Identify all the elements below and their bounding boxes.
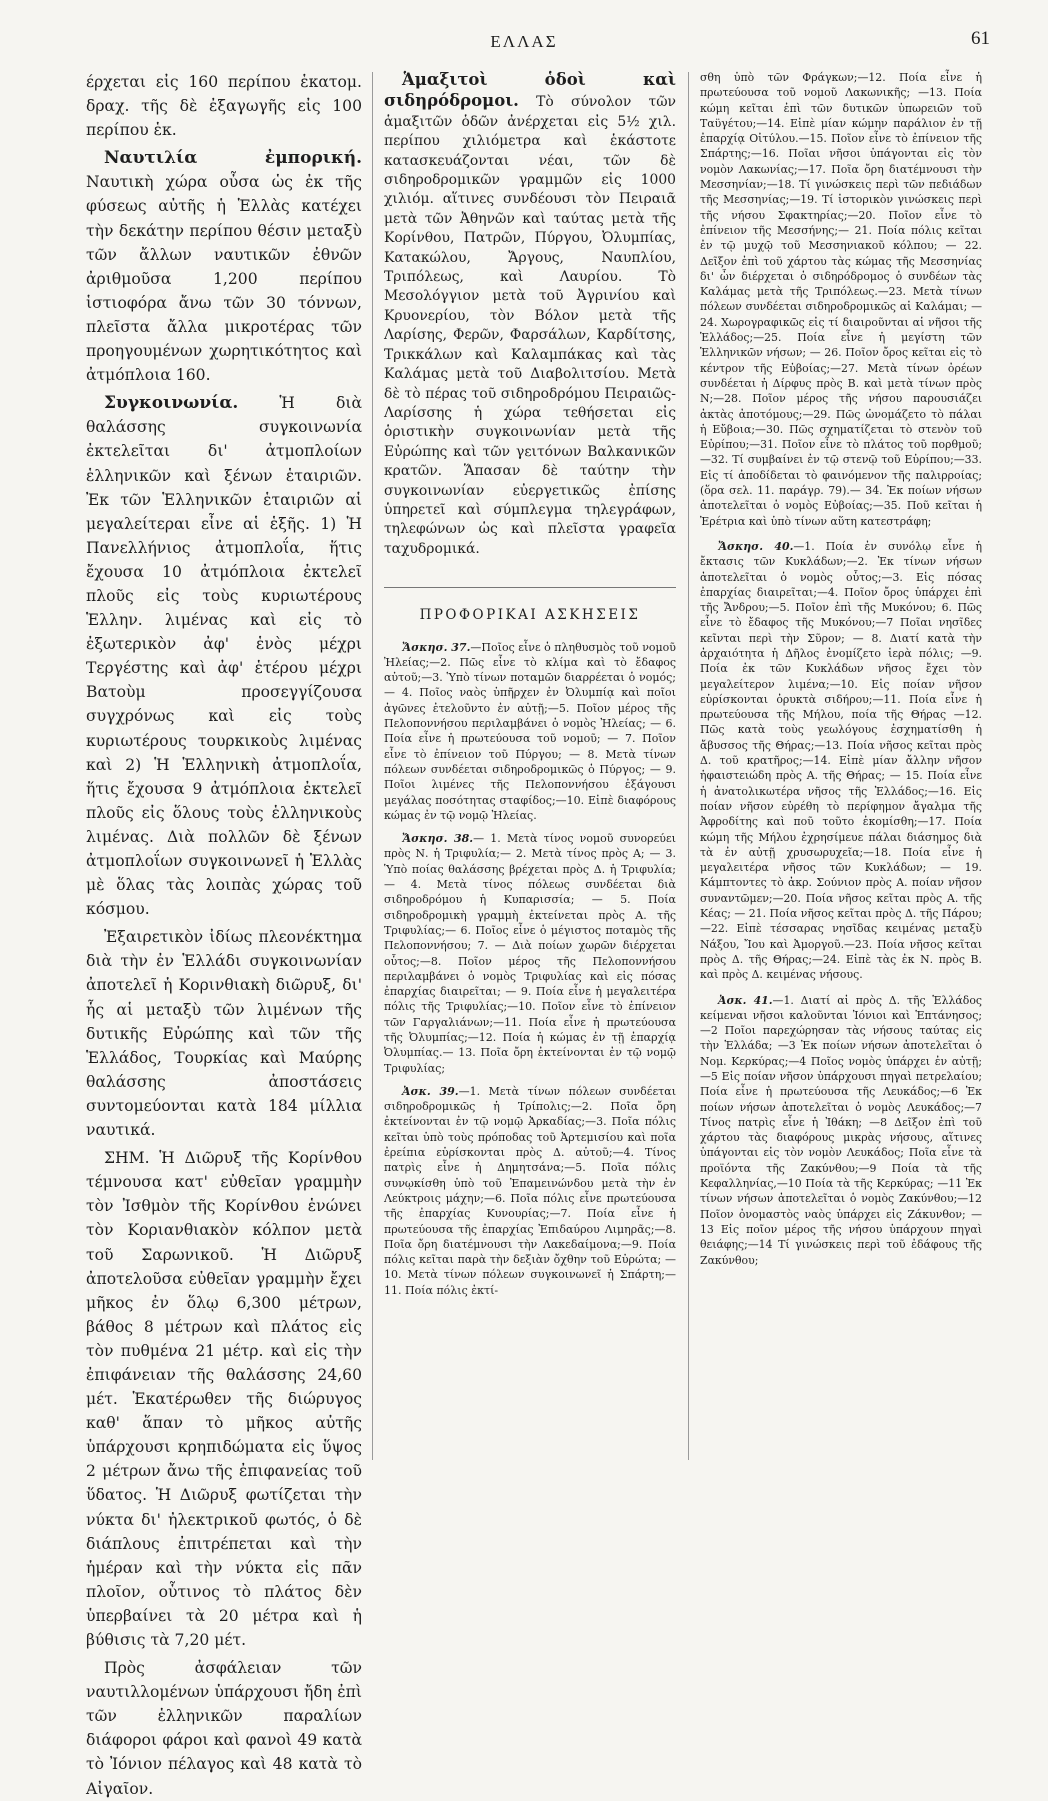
text-communication: Ἡ διὰ θαλάσσης συγκοινωνία ἐκτελεῖται δι' ἀτμοπλοίων ἑλληνικῶν καὶ ξένων ἑταιριῶν. Ἐκ τῶν Ἑλληνικῶν ἑταιριῶν αἱ μεγαλείτεραι εἶνε αἱ ἑξῆς. 1) Ἡ Πανελλήνιος ἀτμοπλοΐα, ἥτις ἔχουσα 10 ἀτμόπλοια ἐκτελεῖ πλοῦς εἰς τοὺς κυριωτέρους Ἑλλην. λιμένας καὶ εἰς τὸ ἐξωτερικὸν ἀφ' ἑνὸς μέχρι Τεργέστης καὶ ἀφ' ἑτέρου μέχρι Βατοὺμ προσεγγίζουσα συγχρόνως καὶ εἰς τοὺς κυριωτέρους τουρκικοὺς λιμένας καὶ 2) Ἡ Ἑλληνικὴ ἀτμοπλοΐα, ἥτις ἔχουσα 9 ἀτμόπλοια ἐκτελεῖ πλοῦς εἰς ὅλους τοὺς ἑλληνικοὺς λιμένας. Διὰ πολλῶν δὲ ξένων ἀτμοπλοΐων συγκοινωνεῖ ἡ Ἑλλὰς μὲ ὅλας τὰς λοιπὰς χώρας τοῦ κόσμου. — [86, 394, 362, 919]
paragraph-roads-railways — [384, 70, 676, 559]
column-middle — [384, 70, 676, 1480]
exercise-38 — [384, 831, 676, 1076]
column-rule-right — [688, 72, 689, 1460]
page-header — [0, 26, 1048, 66]
section-title-exercises: ΠΡΟΦΟΡΙΚΑΙ ΑΣΚΗΣΕΙΣ — [384, 587, 676, 625]
heading-shipping: Ναυτιλία ἐμπορική. — [104, 148, 362, 169]
paragraph-canal-advantage: Ἐξαιρετικὸν ἰδίως πλεονέκτημα διὰ τὴν ἐν Ἑλλάδι συγκοινωνίαν ἀποτελεῖ ἡ Κορινθιακὴ διῶρυξ, δι' ἧς αἱ μεταξὺ τῶν λιμένων τῆς δυτικῆς Εὐρώπης καὶ τῶν τῆς Ἑλλάδος, Τουρκίας καὶ Μαύρης θαλάσσης ἀποστάσεις συντομεύονται κατὰ 184 μίλλια ναυτικά. — [86, 928, 362, 1140]
exercise-41-text: —1. Διατί αἱ πρὸς Δ. τῆς Ἑλλάδος κείμεναι νῆσοι καλοῦνται Ἰόνιοι καὶ Ἑπτάνησος;—2 Ποῖοι παρεχώρησαν τὰς νήσους ταύτας εἰς τὴν Ἑλλάδα; —3 Ἐκ ποίων νήσων ἀποτελεῖται ὁ Νομ. Κερκύρας;—4 Ποῖος νομὸς ὑπάρχει ἐν αὐτῇ;—5 Εἰς ποίαν νῆσον ὑπάρχουσι πηγαὶ πετρελαίου; Ποία εἶνε ἡ πρωτεύουσα τῆς Λευκάδος;—6 Ἐκ ποίων νήσων ἀποτελεῖται ὁ νομὸς Λευκάδος;—7 Τίνος πατρὶς εἶνε ἡ Ἰθάκη; —8 Δεῖξον ἐπὶ τοῦ χάρτου τὰς διαφόρους μικρὰς νήσους, αἵτινες ὑπάγονται εἰς τὸν νομὸν Λευκάδος; Ποῖα εἶνε τὰ προϊόντα τῆς Ζακύνθου;—9 Ποία τὰ τῆς Κεφαλληνίας,—10 Ποία τὰ τῆς Κερκύρας; —11 Ἐκ τίνων νήσων ἀποτελεῖται ὁ νομὸς Ζακύνθου;—12 Ποῖον ὀνομαστὸς ναὸς ὑπάρχει εἰς Ζάκυνθον; —13 Εἰς ποῖον μέρος τῆς νήσου ὑπάρχουν πηγαὶ θειάφης;—14 Τί γινώσκεις περὶ τοῦ ἐδάφους τῆς Ζακύνθου; — [700, 993, 982, 1267]
page-number: 61 — [971, 28, 990, 49]
running-title: ΕΛΛΑΣ — [490, 32, 558, 51]
exercise-41 — [700, 993, 982, 1268]
heading-roads-railways: Ἁμαξιτοὶ ὁδοὶ καὶ σιδηρόδρομοι. — [384, 70, 676, 111]
exercise-37-label: Ἄσκησ. 37. — [402, 640, 471, 654]
exercise-37-text: —Ποῖος εἶνε ὁ πληθυσμὸς τοῦ νομοῦ Ἠλείας;—2. Πῶς εἶνε τὸ κλίμα καὶ τὸ ἔδαφος αὐτοῦ;—3. Ὑπὸ τίνων ποταμῶν διαρρέεται ὁ νομός; — 4. Ποῖος ναὸς ὑπῆρχεν ἐν Ὀλυμπίᾳ καὶ ποῖοι ἀγῶνες ἐτελοῦντο ἐν αὐτῇ;—5. Ποῖον μέρος τῆς Πελοποννήσου περιλαμβάνει ὁ νομὸς Ἠλείας; — 6. Ποία εἶνε ἡ πρωτεύουσα τοῦ νομοῦ; — 7. Ποῖον εἶνε τὸ ἐπίνειον τοῦ Πύργου; — 8. Μετὰ τίνων πόλεων συνδέεται σιδηροδρομικῶς ὁ Πύργος; — 9. Ποῖοι λιμένες τῆς Πελοποννήσου ἐξάγουσι μεγάλας ποσότητας σταφίδος;—10. Εἰπὲ διαφόρους κώμας ἐν τῷ νομῷ Ἠλείας. — [384, 640, 676, 822]
heading-communication: Συγκοινωνία. — [104, 393, 239, 414]
note-marker: ΣΗΜ. — [104, 1149, 150, 1168]
column-right — [700, 70, 982, 1480]
exercise-37 — [384, 640, 676, 824]
text-shipping: Ναυτικὴ χώρα οὖσα ὡς ἐκ τῆς φύσεως αὐτῆς ἡ Ἑλλὰς κατέχει τὴν δεκάτην περίπου θέσιν μεταξὺ τῶν ἄλλων ναυτικῶν ἐθνῶν ἀριθμοῦσα 1,200 περίπου ἱστιοφόρα ἄνω τῶν 30 τόννων, πλεῖστα ἄλλα μικροτέρας τῶν προηγουμένων χωρητικότητος καὶ ἀτμόπλοια 160. — [86, 173, 362, 385]
column-rule-left — [372, 72, 373, 1460]
text-canal-note: Ἡ Διῶρυξ τῆς Κορίνθου τέμνουσα κατ' εὐθεῖαν γραμμὴν τὸν Ἰσθμὸν τῆς Κορίνθου ἑνώνει τὸν Κοριανθιακὸν κόλπον μετὰ τοῦ Σαρωνικοῦ. Ἡ Διῶρυξ ἀποτελοῦσα εὐθεῖαν γραμμὴν ἔχει μῆκος ἐν ὅλῳ 6,300 μέτρων, βάθος 8 μέτρων καὶ πλάτος εἰς τὸν πυθμένα 21 μέτρ. καὶ εἰς τὴν ἐπιφάνειαν τῆς θαλάσσης 24,60 μέτ. Ἑκατέρωθεν τῆς διώρυγος καθ' ἅπαν τὸ μῆκος αὐτῆς ὑπάρχουσι κρηπιδώματα εἰς ὕψος 2 μέτρων ἄνω τῆς ἐπιφανείας τοῦ ὕδατος. Ἡ Διῶρυξ φωτίζεται τὴν νύκτα δι' ἠλεκτρικοῦ φωτός, ὁ δὲ διάπλους ἐπιτρέπεται καὶ τὴν ἡμέραν καὶ τὴν νύκτα εἰς πᾶν πλοῖον, οὗτινος τὸ πλάτος δὲν ὑπερβαίνει τὰ 20 μέτρα καὶ ἡ βύθισις τὰ 7,20 μέτ. — [86, 1149, 362, 1649]
paragraph-shipping — [86, 146, 362, 387]
exercise-38-label: Ἄσκησ. 38. — [402, 832, 474, 846]
text-roads-railways: Τὸ σύνολον τῶν ἁμαξιτῶν ὁδῶν ἀνέρχεται εἰς 5½ χιλ. περίπου χιλιόμετρα καὶ ἑκάστοτε κατασκευάζονται νέαι, τῶν δὲ σιδηροδρομικῶν γραμμῶν εἰς 1000 χιλιόμ. αἵτινες συνδέουσι τὸν Πειραιᾶ μετὰ τῶν Ἀθηνῶν καὶ ταύτας μετὰ τῆς Κορίνθου, Πατρῶν, Πύργου, Ὀλυμπίας, Κατακώλου, Ἄργους, Ναυπλίου, Τριπόλεως, καὶ Λαυρίου. Τὸ Μεσολόγγιον μετὰ τοῦ Ἀγρινίου καὶ Κρυονερίου, τὸν Βόλον μετὰ τῆς Λαρίσης, Φερῶν, Φαρσάλων, Καρδίτσης, Τρικκάλων καὶ Καλαμπάκας καὶ τὰς Καλάμας μετὰ τοῦ Διαβολιτσίου. Μετὰ δὲ τὸ πέρας τοῦ σιδηροδρόμου Πειραιῶς-Λαρίσσης ἡ χώρα τεθήσεται εἰς ὁριστικὴν συγκοινωνίαν μετὰ τῆς Εὐρώπης καὶ τῶν γειτόνων Βαλκανικῶν κρατῶν. Ἅπασαν δὲ ταύτην τὴν συγκοινωνίαν εὐεργετικῶς ἐπίσης ὑπηρετεῖ καὶ σύμπλεγμα τηλεγράφων, τηλεφώνων ὡς καὶ πλεῖστα γραφεῖα ταχυδρομικά. — [384, 94, 676, 557]
exercise-40-text: —1. Ποία ἐν συνόλῳ εἶνε ἡ ἔκτασις τῶν Κυκλάδων;—2. Ἐκ τίνων νήσων ἀποτελεῖται ὁ νομὸς οὗτος;—3. Εἰς πόσας ἐπαρχίας διαιρεῖται;—4. Ποῖον ὄρος ὑπάρχει ἐπὶ τῆς Ἄνδρου;—5. Ποῖον ἐπὶ τῆς Μυκόνου; 6. Πῶς εἶνε τὸ ἔδαφος τῆς Μυκόνου;—7 Ποῖαι νησῖδες κεῖνται περὶ τὴν Σῦρον; — 8. Διατί κατὰ τὴν ἀρχαιότητα ἡ Δῆλος ἐνομίζετο ἱερὰ πόλις; —9. Ποία ἐκ τῶν Κυκλάδων νῆσος ἔχει τὸν μεγαλείτερον λιμένα;—10. Εἰς ποίαν νῆσον εὑρίσκονται ὀρυκτὰ σιδήρου;—11. Ποία εἶνε ἡ πρωτεύουσα τῆς Μήλου, ποία τῆς Θήρας —12. Πῶς κατὰ τοὺς γεωλόγους ἐσχηματίσθη ἡ ἄβυσσος τῆς Θήρας;—13. Ποία νῆσος κεῖται πρὸς Δ. τοῦ κρατῆρος;—14. Εἰπὲ μίαν ἄλλην νῆσον ἡφαιστειώδη πρὸς Α. τῆς Θήρας; — 15. Ποία εἶνε ἡ ἀνατολικωτέρα νῆσος τῆς Ἑλλάδος;—16. Εἰς ποίαν νῆσον εὑρέθη τὸ περίφημον ἄγαλμα τῆς Ἀφροδίτης καὶ ποῦ τοῦτο ἐκομίσθη;—17. Ποία κώμη τῆς Μήλου ἐχρησίμευε πάλαι διάσημος διὰ τὰ ἐν αὐτῇ χρυσωρυχεῖα;—18. Ποία εἶνε ἡ μεγαλειτέρα νῆσος τῶν Κυκλάδων; — 19. Κάμπτοντες τὸ ἀκρ. Σούνιον πρὸς Α. ποίαν νῆσον συναντῶμεν;—20. Ποία νῆσος κεῖται πρὸς Α. τῆς Κέας; — 21. Ποία νῆσος κεῖται πρὸς Δ. τῆς Πάρου;—22. Εἰπὲ τέσσαρας νησῖδας κειμένας μεταξὺ Νάξου, Ἴου καὶ Ἀμοργοῦ.—23. Ποία νῆσος κεῖται πρὸς Δ. τῆς Θήρας;—24. Εἰπὲ τὰς ἐκ Ν. πρὸς Β. καὶ πρὸς Δ. κειμένας νήσους. — [700, 539, 983, 982]
paragraph-canal-note — [86, 1146, 362, 1652]
column-left — [86, 70, 362, 1798]
exercise-38-text: — 1. Μετὰ τίνος νομοῦ συνορεύει πρὸς Ν. ἡ Τριφυλία;— 2. Μετὰ τίνος πρὸς Α; — 3. Ὑπὸ ποίας θαλάσσης βρέχεται πρὸς Δ. ἡ Τριφυλία;— 4. Μετὰ τίνος πόλεως συνδέεται διὰ σιδηροδρόμου ἡ Κυπαρισσία; — 5. Ποία σιδηροδρομικὴ γραμμὴ ἐκτείνεται πρὸς Α. τῆς Τριφυλίας;— 6. Ποῖος εἶνε ὁ μέγιστος ποταμὸς τῆς Πελοποννήσου; 7. — Διὰ ποίων χωρῶν διέρχεται οὗτος;—8. Ποῖον μέρος τῆς Πελοποννήσου περιλαμβάνει ὁ νομὸς Τριφυλίας καὶ εἰς πόσας ἐπαρχίας διαιρεῖται; — 9. Ποία εἶνε ἡ μεγαλειτέρα πόλις τῆς Τριφυλίας;—10. Ποῖον εἶνε τὸ ἐπίνειον τῶν Γαργαλιάνων;—11. Ποία εἶνε ἡ πρωτεύουσα τῆς Ὀλυμπίας;—12. Ποία ἡ κώμας ἐν τῇ ἐπαρχίᾳ Ὀλυμπίας.— 13. Ποῖα ὄρη ἐκτείνονται ἐν τῷ νομῷ Τριφυλίας; — [384, 832, 676, 1075]
exercise-40-label: Ἄσκησ. 40. — [718, 539, 794, 553]
exercise-40 — [700, 539, 982, 983]
paragraph-trade: έρχεται εἰς 160 περίπου ἑκατομ. δραχ. τῆς δὲ ἐξαγωγῆς εἰς 100 περίπου ἑκ. — [86, 73, 362, 140]
exercise-39-continued: σθη ὑπὸ τῶν Φράγκων;—12. Ποία εἶνε ἡ πρωτεύουσα τοῦ νομοῦ Λακωνικῆς; —13. Ποία κώμη κεῖται ἐπὶ τῶν δυτικῶν ὑπωρειῶν τοῦ Ταϋγέτου;—14. Εἰπὲ μίαν κώμην παράλιον ἐν τῇ ἐπαρχίᾳ Οἰτύλου.—15. Ποῖον εἶνε τὸ ἐπίνειον τῆς Σπάρτης;—16. Ποῖαι νῆσοι ὑπάγονται εἰς τὸν νομὸν Λακωνίας;—17. Ποῖα ὄρη διατέμνουσι τὴν Μεσσηνίαν;—18. Τί γινώσκεις περὶ τῶν πεδιάδων τῆς Μεσσηνίας;—19. Τί ἱστορικὸν γινώσκεις περὶ τῆς νήσου Σφακτηρίας;—20. Ποῖον εἶνε τὸ ἐπίνειον τῆς Μεσσήνης;— 21. Ποία πόλις κεῖται ἐν τῷ μυχῷ τοῦ Μεσσηνιακοῦ κόλπου; — 22. Δεῖξον ἐπὶ τοῦ χάρτου τὰς κώμας τῆς Μεσσηνίας δι' ὧν διέρχεται ὁ σιδηρόδρομος ὁ συνδέων τὰς Καλάμας μετὰ τῆς Τριπόλεως.—23. Μετὰ τίνων πόλεων συνδέεται σιδηροδρομικῶς αἱ Καλάμαι; — 24. Χωρογραφικῶς εἰς τί διαιροῦνται αἱ νῆσοι τῆς Ἑλλάδος;—25. Ποία εἶνε ἡ μεγίστη τῶν Ἑλληνικῶν νήσων; — 26. Ποῖον ὄρος κεῖται εἰς τὸ κέντρον τῆς Εὐβοίας;—27. Μετὰ τίνων ὀρέων συνδέεται ἡ Δίρφυς πρὸς Β. καὶ μετὰ τίνων πρὸς Ν;—28. Ποῖον μέρος τῆς νήσου παρουσιάζει ἀκτὰς ἀποτόμους;—29. Πῶς ὠνομάζετο τὸ πάλαι ἡ Εὔβοια;—30. Πῶς σχηματίζεται τὸ στενὸν τοῦ Εὐρίπου;—31. Ποῖον εἶνε τὸ πλάτος τοῦ πορθμοῦ;—32. Τί συμβαίνει ἐν τῷ στενῷ τοῦ Εὐρίπου;—33. Εἰς τί ἀποδίδεται τὸ φαινόμενον τῆς παλιρροίας; (ὅρα σελ. 11. παράγρ. 79).— 34. Ἐκ ποίων νήσων ἀποτελεῖται ὁ νομὸς Εὐβοίας;—35. Ποῦ κεῖται ἡ Ἐρέτρια καὶ ὑπὸ τίνων αὕτη κατεστράφη; — [700, 71, 982, 528]
paragraph-lighthouses: Πρὸς ἀσφάλειαν τῶν ναυτιλλομένων ὑπάρχουσι ἤδη ἐπὶ τῶν ἑλληνικῶν παραλίων διάφοροι φάροι καὶ φανοὶ 49 κατὰ τὸ Ἰόνιον πέλαγος καὶ 48 κατὰ τὸ Αἰγαῖον. — [86, 1659, 362, 1798]
exercise-39 — [384, 1084, 676, 1298]
paragraph-communication — [86, 391, 362, 921]
exercise-39-label: Ἀσκ. 39. — [402, 1084, 459, 1098]
exercise-41-label: Ἀσκ. 41. — [718, 993, 773, 1007]
exercise-39-text: —1. Μετὰ τίνων πόλεων συνδέεται σιδηροδρομικῶς ἡ Τρίπολις;—2. Ποῖα ὄρη ἐκτείνονται ἐν τῷ νομῷ Ἀρκαδίας;—3. Ποῖα πόλις κεῖται ὑπὸ τοὺς πρόποδας τοῦ Ἀρτεμισίου καὶ ποῖα ἐρείπια εὑρίσκονται πρὸς Δ. αὐτοῦ;—4. Τίνος πατρὶς εἶνε ἡ Δημητσάνα;—5. Ποῖα πόλις συνῳκίσθη ὑπὸ τοῦ Ἐπαμεινώνδου μετὰ τὴν ἐν Λεύκτροις μάχην;—6. Ποῖα πόλις εἶνε πρωτεύουσα τῆς ἐπαρχίας Κυνουρίας;—7. Ποία εἶνε ἡ πρωτεύουσα τῆς ἐπαρχίας Ἐπιδαύρου Λιμηρᾶς;—8. Ποῖα ὄρη διατέμνουσι τὴν Λακεδαίμονα;—9. Ποία πόλις κεῖται παρὰ τὴν δεξιὰν ὄχθην τοῦ Εὐρώτα; —10. Μετὰ τίνων πόλεων συγκοινωνεῖ ἡ Σπάρτη;—11. Ποία πόλις ἐκτί- — [384, 1084, 677, 1297]
